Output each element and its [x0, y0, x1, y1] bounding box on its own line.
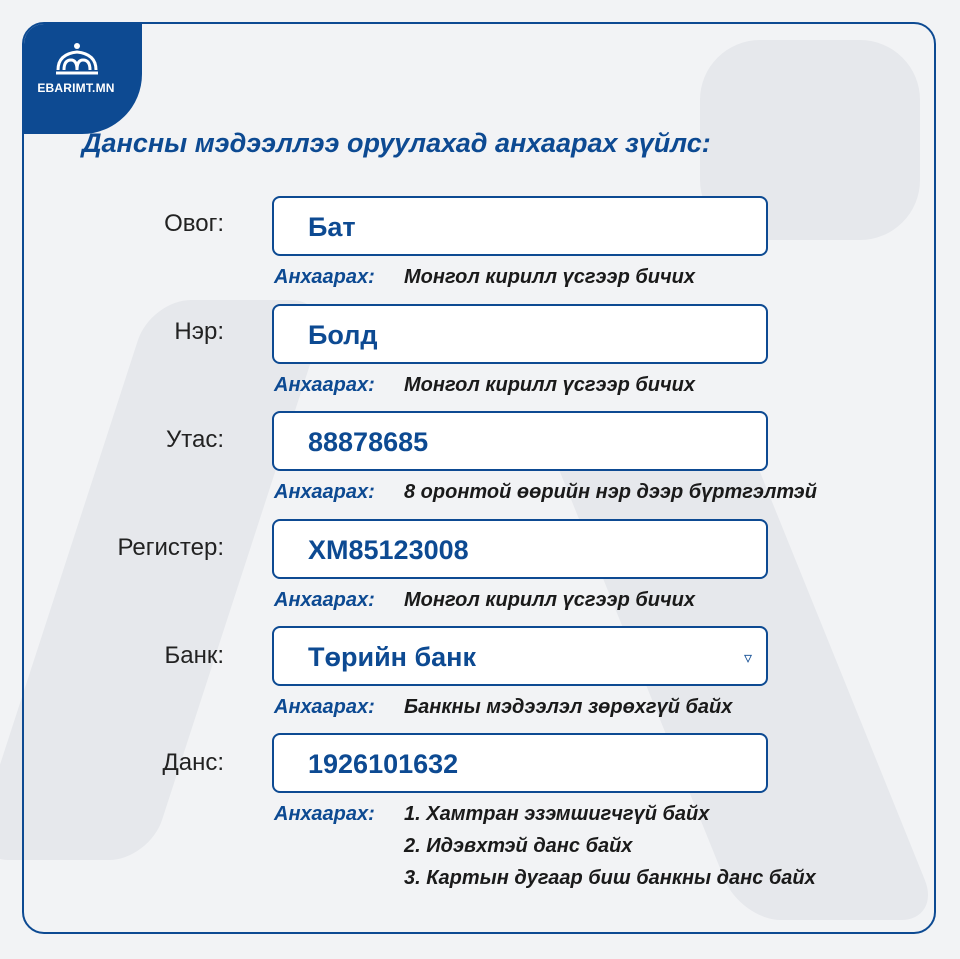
note-text: 2. Идэвхтэй данс байх	[404, 835, 633, 857]
bank-note	[274, 696, 733, 719]
phone-note	[274, 481, 817, 504]
note-label: Анхаарах:	[274, 589, 375, 611]
note-label: Анхаарах:	[274, 266, 375, 288]
form-card	[22, 22, 936, 934]
note-label: Анхаарах:	[274, 696, 375, 718]
chevron-down-icon[interactable]: ▿	[743, 650, 752, 667]
register-value: ХМ85123008	[308, 535, 469, 565]
surname-field[interactable]	[272, 196, 768, 256]
note-text: 1. Хамтран эзэмшигчгүй байх	[404, 803, 710, 825]
brand-logo	[24, 24, 142, 134]
bank-label: Банк:	[164, 642, 224, 669]
phone-value: 88878685	[308, 427, 429, 457]
note-text: 8 оронтой өөрийн нэр дээр бүртгэлтэй	[404, 481, 817, 503]
bank-value: Төрийн банк	[308, 642, 476, 672]
note-text: 3. Картын дугаар биш банкны данс байх	[404, 867, 816, 889]
surname-value: Бат	[308, 212, 356, 242]
account-label: Данс:	[162, 749, 224, 776]
surname-label: Овог:	[164, 210, 224, 237]
account-field[interactable]	[272, 733, 768, 793]
surname-note	[274, 266, 695, 289]
name-note	[274, 374, 695, 397]
phone-field[interactable]	[272, 411, 768, 471]
note-label: Анхаарах:	[274, 481, 375, 503]
register-note	[274, 589, 695, 612]
note-text: Банкны мэдээлэл зөрөхгүй байх	[404, 696, 733, 718]
register-label: Регистер:	[117, 534, 224, 561]
note-text: Монгол кирилл үсгээр бичих	[404, 266, 695, 288]
page-title: Дансны мэдээллээ оруулахад анхаарах зүйлс:	[82, 128, 711, 158]
brand-name: EBARIMT.MN	[37, 81, 115, 95]
name-value: Болд	[308, 320, 378, 350]
account-value: 1926101632	[308, 749, 459, 779]
name-field[interactable]	[272, 304, 768, 364]
note-text: Монгол кирилл үсгээр бичих	[404, 589, 695, 611]
name-label: Нэр:	[174, 318, 224, 345]
account-note	[274, 803, 710, 826]
bank-select[interactable]	[272, 626, 768, 686]
note-label: Анхаарах:	[274, 803, 375, 825]
note-text: Монгол кирилл үсгээр бичих	[404, 374, 695, 396]
note-label: Анхаарах:	[274, 374, 375, 396]
register-field[interactable]	[272, 519, 768, 579]
ebarimt-logo-icon	[54, 40, 100, 78]
phone-label: Утас:	[166, 426, 224, 453]
